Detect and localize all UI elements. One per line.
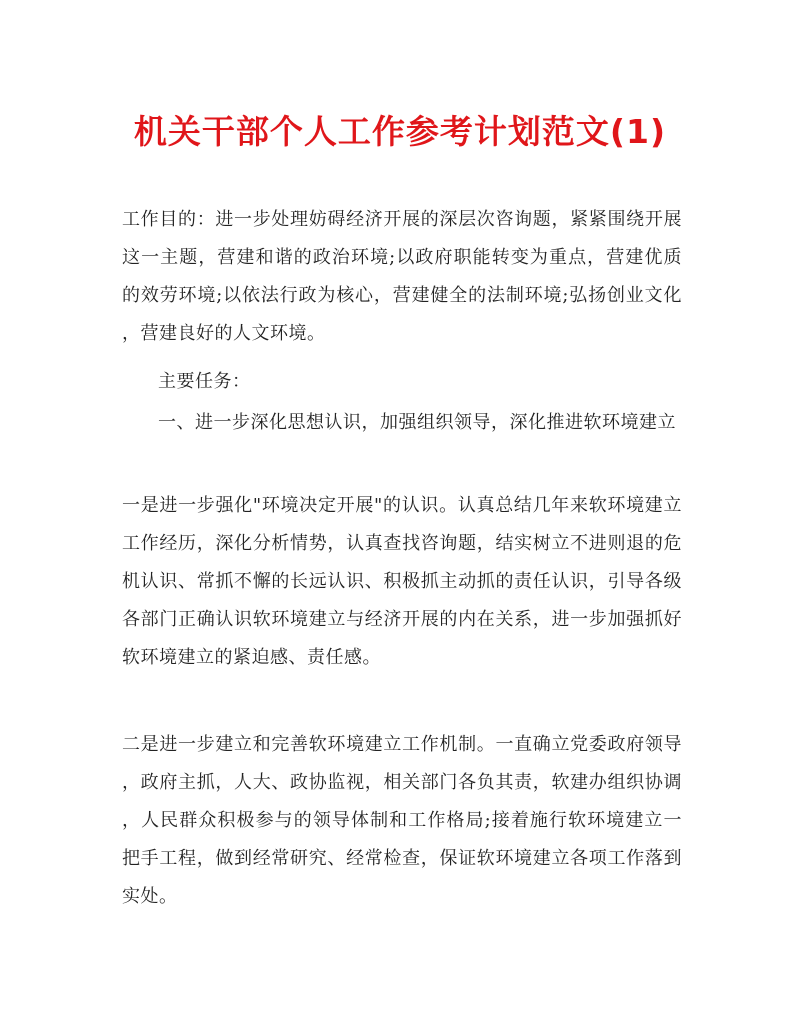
section-heading-1: 一、进一步深化思想认识，加强组织领导，深化推进软环境建立	[158, 412, 676, 433]
text-line: 机认识、常抓不懈的长远认识、积极抓主动抓的责任认识，引导各级	[122, 571, 682, 592]
text-line: 这一主题，营建和谐的政治环境;以政府职能转变为重点，营建优质	[122, 247, 682, 268]
paragraph-item-two	[122, 726, 682, 916]
paragraph-work-goal	[122, 201, 682, 353]
text-line: 一是进一步强化"环境决定开展"的认识。认真总结几年来软环境建立	[122, 495, 682, 516]
text-line: 实处。	[122, 886, 178, 907]
document-title: 机关干部个人工作参考计划范文(1)	[133, 112, 667, 151]
text-line: 工作目的：进一步处理妨碍经济开展的深层次咨询题，紧紧围绕开展	[122, 209, 682, 230]
text-line: 的效劳环境;以依法行政为核心，营建健全的法制环境;弘扬创业文化	[122, 285, 682, 306]
text-line: 软环境建立的紧迫感、责任感。	[122, 647, 381, 668]
text-line: 工作经历，深化分析情势，认真查找咨询题，结实树立不进则退的危	[122, 533, 682, 554]
text-line: ，政府主抓，人大、政协监视，相关部门各负其责，软建办组织协调	[122, 772, 682, 793]
text-line: ，人民群众积极参与的领导体制和工作格局;接着施行软环境建立一	[122, 810, 682, 831]
text-line: 把手工程，做到经常研究、经常检查，保证软环境建立各项工作落到	[122, 848, 682, 869]
text-line: 二是进一步建立和完善软环境建立工作机制。一直确立党委政府领导	[122, 734, 682, 755]
main-tasks-label: 主要任务：	[158, 371, 251, 392]
section-heading-block	[122, 404, 682, 442]
text-line: ，营建良好的人文环境。	[122, 323, 326, 344]
main-tasks-label-block	[122, 363, 682, 401]
text-line: 各部门正确认识软环境建立与经济开展的内在关系，进一步加强抓好	[122, 609, 682, 630]
paragraph-item-one	[122, 487, 682, 677]
